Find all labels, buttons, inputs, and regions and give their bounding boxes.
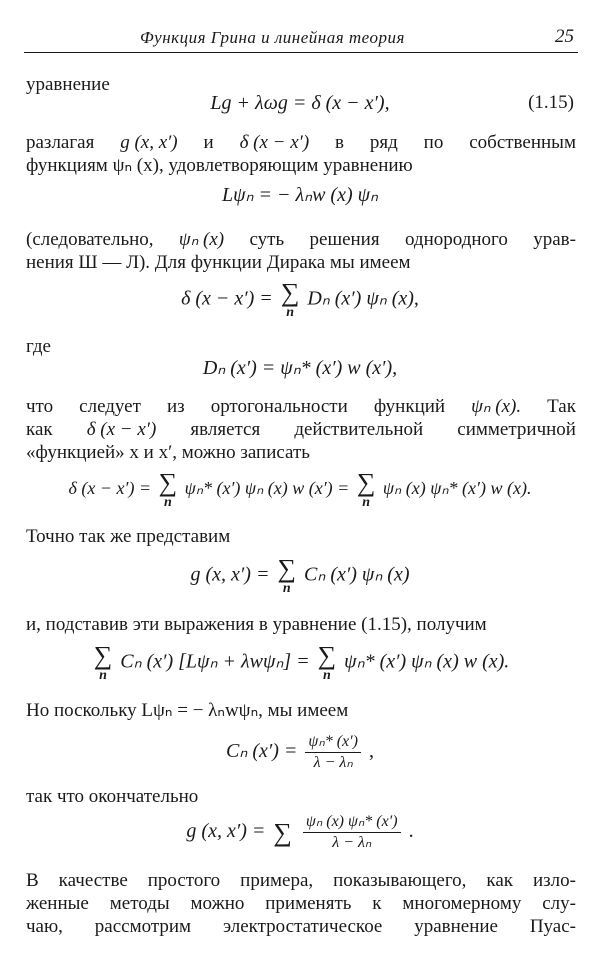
punctuation: . — [408, 820, 414, 843]
text-line: «функцией» x и x′, можно записать — [26, 442, 310, 463]
text-line: Но поскольку Lψₙ = − λₙwψₙ, мы имеем — [26, 700, 349, 721]
sigma: ∑ — [277, 554, 297, 583]
word: ψₙ (x) — [178, 229, 225, 250]
punctuation: , — [368, 740, 374, 763]
equation-delta-expansion — [0, 470, 600, 510]
word: однородного — [404, 229, 508, 250]
word: из — [166, 396, 185, 417]
sum-index: n — [163, 495, 172, 510]
text-line: где — [26, 336, 51, 357]
page-number: 25 — [555, 26, 574, 47]
word: (следовательно, — [26, 229, 154, 250]
word: собственным — [469, 132, 576, 153]
equation-text: ψₙ* (x′) ψₙ (x) w (x′) = — [184, 478, 350, 499]
word: применять — [265, 893, 352, 914]
word: Пуас- — [529, 916, 576, 937]
word: простого — [147, 870, 221, 891]
text-line — [26, 132, 576, 154]
text-line: так что окончательно — [26, 786, 199, 807]
equation-text: g (x, x′) = — [186, 820, 266, 843]
sum-sign — [94, 643, 113, 683]
sigma: ∑ — [356, 468, 376, 497]
word: и — [203, 132, 214, 153]
equation-text: δ (x − x′) = — [181, 287, 273, 310]
equation-g-expansion — [0, 556, 600, 596]
word: δ (x − x′) — [86, 419, 157, 440]
word: Так — [547, 396, 576, 417]
equation-text: Cₙ (x′) = — [226, 740, 298, 763]
equation-text: Dₙ (x′) = ψₙ* (x′) w (x′), — [202, 357, 398, 379]
sum-sign — [277, 556, 296, 596]
text-line — [26, 396, 576, 418]
sigma: ∑ — [273, 817, 292, 847]
equation-text: ψₙ* (x′) ψₙ (x) w (x). — [344, 650, 510, 673]
fraction-denominator: λ − λₙ — [332, 834, 372, 851]
text-line — [26, 419, 576, 441]
word: рассмотрим — [94, 916, 192, 937]
header-rule — [24, 52, 578, 53]
equation-text: Lψₙ = − λₙw (x) ψₙ — [221, 184, 379, 206]
fraction-numerator: ψₙ (x) ψₙ* (x′) — [303, 812, 401, 833]
word: в — [335, 132, 345, 153]
sum-index: n — [286, 305, 294, 320]
word: ряд — [369, 132, 398, 153]
word: что — [26, 396, 54, 417]
sum-index: n — [323, 668, 331, 683]
equation-text: ψₙ (x) ψₙ* (x′) w (x). — [382, 478, 532, 499]
equation-text: Lg + λωg = δ (x − x′), — [210, 92, 390, 114]
equation-number: (1.15) — [528, 92, 574, 113]
sum-index: n — [362, 495, 370, 510]
sigma: ∑ — [158, 468, 178, 497]
equation-text: Dₙ (x′) ψₙ (x), — [307, 287, 419, 310]
word: чаю, — [26, 916, 63, 937]
text-line — [26, 229, 576, 251]
text-line: уравнение — [26, 74, 110, 95]
sum-sign — [357, 470, 376, 510]
word: g (x, x′) — [120, 132, 178, 153]
text-line — [26, 893, 576, 915]
word: методы — [109, 893, 170, 914]
word: к — [372, 893, 382, 914]
word: следует — [79, 396, 141, 417]
equation-substituted — [0, 643, 600, 683]
word: как — [26, 419, 53, 440]
text-line — [26, 916, 576, 938]
word: примера, — [240, 870, 314, 891]
equation-text: g (x, x′) = — [190, 563, 270, 586]
word: действительной — [294, 419, 424, 440]
equation-text: δ (x − x′) = — [68, 478, 152, 499]
word: уравнение — [414, 916, 498, 937]
sum-sign — [159, 470, 178, 510]
word: решения — [309, 229, 380, 250]
sum-sign — [281, 280, 300, 320]
word: многомерному — [402, 893, 522, 914]
text-line: Точно так же представим — [26, 526, 231, 547]
word: можно — [190, 893, 245, 914]
word: качестве — [58, 870, 128, 891]
word: функций — [373, 396, 446, 417]
word: слу- — [542, 893, 576, 914]
word: как — [486, 870, 513, 891]
equation-dirac — [0, 280, 600, 320]
word: ортогональности — [210, 396, 348, 417]
word: симметричной — [457, 419, 576, 440]
sum-sign — [318, 643, 337, 683]
word: суть — [249, 229, 285, 250]
word: показывающего, — [333, 870, 467, 891]
word: изло- — [532, 870, 576, 891]
equation-1-15 — [0, 91, 600, 115]
word: ψₙ (x). — [471, 396, 522, 417]
equation-text: Cₙ (x′) ψₙ (x) — [304, 563, 410, 586]
word: электростатическое — [222, 916, 383, 937]
fraction — [303, 812, 401, 853]
text-line — [26, 870, 576, 892]
text-line: функциям ψₙ (x), удовлетворяющим уравнению — [26, 155, 413, 176]
word: урав- — [533, 229, 576, 250]
text-line: нения Ш — Л). Для функции Дирака мы имеем — [26, 252, 411, 273]
fraction-denominator: λ − λₙ — [313, 754, 353, 771]
equation-text: Cₙ (x′) [Lψₙ + λwψₙ] = — [120, 650, 310, 673]
sigma: ∑ — [93, 641, 113, 670]
equation-coefficient-c — [0, 732, 600, 773]
sum-index: n — [282, 581, 291, 596]
word: В — [26, 870, 39, 891]
running-head: Функция Грина и линейная теория — [140, 28, 405, 47]
text-line: и, подставив эти выражения в уравнение (1.15), получим — [26, 614, 487, 635]
equation-coefficient-d — [0, 356, 600, 380]
equation-green-function — [0, 812, 600, 853]
sigma: ∑ — [317, 641, 337, 670]
sum-index: n — [99, 668, 107, 683]
equation-eigen — [0, 183, 600, 207]
word: разлагая — [26, 132, 95, 153]
word: является — [190, 419, 261, 440]
fraction — [305, 732, 361, 773]
sum-sign — [273, 817, 292, 847]
fraction-numerator: ψₙ* (x′) — [305, 732, 361, 753]
word: δ (x − x′) — [239, 132, 310, 153]
word: женные — [26, 893, 89, 914]
word: по — [423, 132, 444, 153]
sigma: ∑ — [280, 278, 300, 307]
